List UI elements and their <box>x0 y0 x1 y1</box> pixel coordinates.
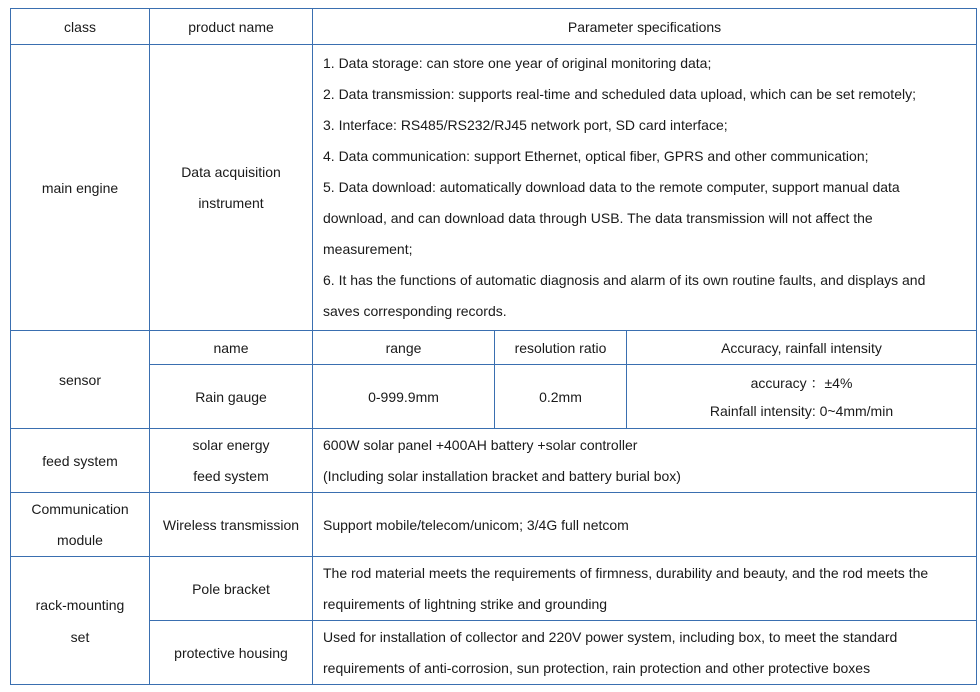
class-line: Communication <box>31 500 129 517</box>
param-line: saves corresponding records. <box>323 303 507 319</box>
param-line: 5. Data download: automatically download data to the remote computer, support manual data <box>323 179 900 195</box>
class-line: set <box>70 628 90 645</box>
param-line: 600W solar panel +400AH battery +solar controller <box>323 436 638 453</box>
table-row-feed-system <box>11 429 977 493</box>
class-line: rack-mounting <box>35 596 125 613</box>
class-communication-module <box>11 493 150 557</box>
table-row-pole-bracket <box>11 557 977 621</box>
product-pole-bracket: Pole bracket <box>150 557 313 621</box>
param-line: 4. Data communication: support Ethernet, optical fiber, GPRS and other communication; <box>323 148 869 164</box>
rainfall-intensity-line: Rainfall intensity: 0~4mm/min <box>709 402 894 419</box>
table-row-main-engine <box>11 45 977 331</box>
param-line: download, and can download data through USB. The data transmission will not affect the <box>323 210 873 226</box>
params-pole-bracket <box>313 557 977 621</box>
product-line: solar energy <box>192 436 270 453</box>
sensor-header-name: name <box>150 331 313 365</box>
product-line: Data acquisition <box>181 163 281 180</box>
param-line: The rod material meets the requirements of firmness, durability and beauty, and the rod meets the <box>323 564 929 581</box>
param-line: 6. It has the functions of automatic diagnosis and alarm of its own routine faults, and displays and <box>323 272 926 288</box>
product-solar-energy-feed-system <box>150 429 313 493</box>
sensor-name-rain-gauge: Rain gauge <box>150 365 313 429</box>
product-data-acquisition-instrument <box>150 45 313 331</box>
product-wireless-transmission: Wireless transmission <box>150 493 313 557</box>
sensor-header-range: range <box>313 331 495 365</box>
param-line: requirements of lightning strike and grounding <box>323 595 608 612</box>
table-header-row <box>11 9 977 45</box>
class-feed-system: feed system <box>11 429 150 493</box>
params-feed-system <box>313 429 977 493</box>
table-row-communication-module <box>11 493 977 557</box>
sensor-header-resolution: resolution ratio <box>495 331 627 365</box>
header-class: class <box>11 9 150 45</box>
class-main-engine: main engine <box>11 45 150 331</box>
params-protective-housing <box>313 621 977 685</box>
table-row-protective-housing <box>11 621 977 685</box>
sensor-accuracy-value <box>627 365 977 429</box>
table-row-sensor-header <box>11 331 977 365</box>
class-rack-mounting-set <box>11 557 150 685</box>
param-line: requirements of anti-corrosion, sun protection, rain protection and other protective boxes <box>323 659 871 676</box>
table-row-sensor-values <box>11 365 977 429</box>
accuracy-line: accuracy ：±4% <box>750 374 853 391</box>
param-line: Used for installation of collector and 220V power system, including box, to meet the standard <box>323 628 898 645</box>
header-parameter-specifications: Parameter specifications <box>313 9 977 45</box>
param-line: 3. Interface: RS485/RS232/RJ45 network port, SD card interface; <box>323 117 728 133</box>
product-protective-housing: protective housing <box>150 621 313 685</box>
sensor-range-value: 0-999.9mm <box>313 365 495 429</box>
param-line: (Including solar installation bracket and battery burial box) <box>323 467 681 484</box>
params-main-engine <box>313 45 977 331</box>
sensor-resolution-value: 0.2mm <box>495 365 627 429</box>
param-line: 1. Data storage: can store one year of original monitoring data; <box>323 55 712 71</box>
product-line: feed system <box>193 467 269 484</box>
parameter-table <box>10 8 977 685</box>
sensor-header-accuracy: Accuracy, rainfall intensity <box>627 331 977 365</box>
class-line: module <box>57 531 103 548</box>
param-line: measurement; <box>323 241 413 257</box>
product-line: instrument <box>198 194 264 211</box>
params-communication: Support mobile/telecom/unicom; 3/4G full netcom <box>313 493 977 557</box>
class-sensor: sensor <box>11 331 150 429</box>
header-product-name: product name <box>150 9 313 45</box>
param-line: 2. Data transmission: supports real-time and scheduled data upload, which can be set remotely; <box>323 86 916 102</box>
